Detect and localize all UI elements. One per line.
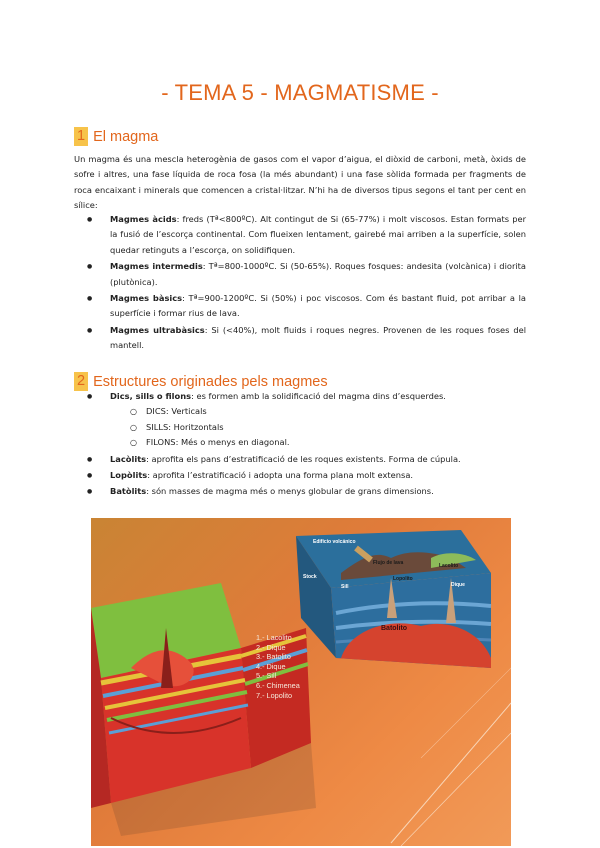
structure-text: : aprofita l’estratificació i adopta una forma plana molt extensa. (147, 470, 414, 481)
list-item (74, 259, 526, 290)
magma-type-text: : Tª=900-1200ºC. Si (50%) i poc viscosos. Com és bastant fluid, pot arribar a la superfície i formar rius de lava. (110, 293, 526, 319)
legend-item: 6.- Chimenea (256, 680, 300, 690)
magma-type-term: Magmes bàsics (110, 293, 183, 304)
legend-item: 5.- Sill (256, 671, 277, 681)
list-item (74, 291, 526, 322)
structure-term: Dics, sills o filons (110, 391, 192, 401)
list-item (74, 212, 526, 258)
legend-item: 4.- Dique (256, 661, 286, 671)
label-dique: Dique (451, 582, 465, 588)
magma-type-text: : Si (<40%), molt fluids i roques negres. Provenen de les roques foses del mantell. (110, 324, 526, 351)
section-1-heading (74, 127, 158, 146)
sub-list-item: ○ SILLS: Horitzontals (110, 420, 526, 435)
list-item (74, 323, 526, 354)
sub-list-item: ○ FILONS: Més o menys en diagonal. (110, 435, 526, 450)
label-sill: Sill (341, 584, 349, 590)
magma-type-text: : freds (Tª<800ºC). Alt contingut de Si (65-77%) i molt viscosos. Estan formats per la fusió de l’escorça continental. Com flueixen lentament, gairebé mai arriben a la superfície, solen quedar retinguts a l’escorça, on solidifiquen. (110, 214, 526, 255)
page-title: - TEMA 5 - MAGMATISME - (161, 80, 439, 105)
list-item (74, 389, 526, 451)
list-item (74, 468, 526, 483)
section-2-title: Estructures originades pels magmes (93, 373, 328, 390)
legend-item: 2.- Dique (256, 642, 286, 652)
section-2-number: 2 (74, 372, 88, 391)
label-lacolito: Lacolito (439, 563, 459, 569)
structure-term: Lopòlits (110, 470, 148, 481)
label-batolito: Batolito (381, 625, 408, 632)
label-stock: Stock (303, 574, 317, 580)
section-1-title: El magma (93, 128, 159, 145)
magma-type-term: Magmes ultrabàsics (110, 324, 205, 335)
magma-type-term: Magmes intermedis (110, 261, 203, 272)
structure-term: Lacòlits (110, 453, 147, 464)
structure-term: Batòlits (110, 486, 147, 497)
section-1-number: 1 (74, 127, 88, 146)
structures-list (74, 389, 526, 501)
structure-text: : aprofita els pans d’estratificació de les roques existents. Forma de cúpula. (146, 453, 461, 464)
structure-text: : són masses de magma més o menys globular de grans dimensions. (146, 486, 434, 497)
structure-text: : es formen amb la solidificació del magma dins d’esquerdes. (191, 391, 446, 401)
legend-item: 1.- Lacolito (256, 633, 292, 642)
legend-item: 3.- Batolito (256, 652, 291, 662)
left-block-diagram (91, 583, 316, 836)
geology-figure-photo (91, 518, 511, 846)
section-1-intro: Un magma és una mescla heterogènia de gasos com el vapor d’aigua, el diòxid de carboni, metà, òxids de sofre i altres, una fase líquida de roca fosa (la més abundant) i una fase sòlida formada per fragments de roca encaixant i minerals que comencen a cristal·litzar. N’hi ha de diversos tipus segons el tant per cent en sílice: (74, 154, 526, 211)
list-item (74, 452, 526, 467)
magma-type-text: : Tª=800-1000ºC. Si (50-65%). Roques fosques: andesita (volcànica) i diorita (plutònica). (110, 261, 527, 287)
label-flujo: Flujo de lava (373, 560, 404, 566)
list-item (74, 484, 526, 499)
magma-type-term: Magmes àcids (110, 214, 177, 224)
sub-list (110, 404, 526, 450)
legend-item: 7.- Lopolito (256, 690, 293, 700)
magma-types-list (74, 212, 526, 355)
sub-list-item: ○ DICS: Verticals (110, 404, 526, 419)
label-lopolito: Lopolito (393, 576, 413, 582)
label-edificio: Edificio volcánico (313, 539, 356, 545)
figure-legend (256, 633, 300, 700)
